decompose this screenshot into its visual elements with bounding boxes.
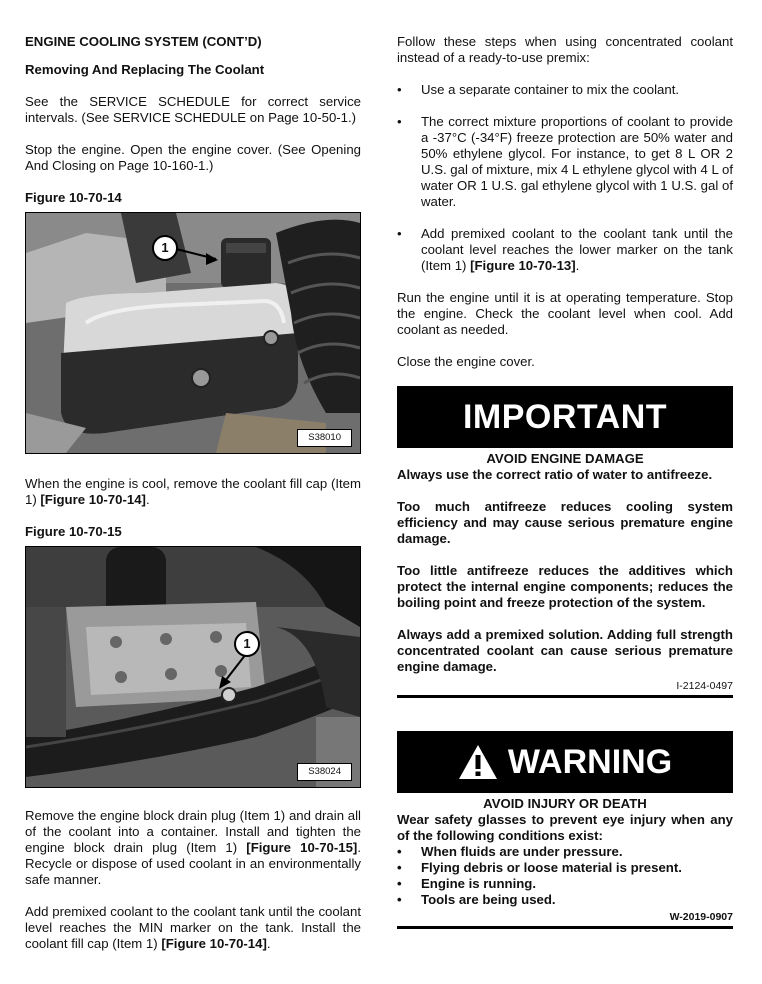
photo-id: S38010	[297, 429, 352, 447]
left-column	[25, 34, 361, 952]
warning-heading: AVOID INJURY OR DEATH	[483, 796, 647, 811]
add-premixed-paragraph: Add premixed coolant to the coolant tank until the coolant level reaches the MIN marker on the tank. Install the coolant fill cap (Item 1) [Figure 10-70-14].	[25, 904, 361, 951]
important-text-1: Always use the correct ratio of water to antifreeze.	[397, 467, 713, 482]
list-item: • Flying debris or loose material is present.	[397, 860, 682, 875]
concentrate-intro-paragraph: Follow these steps when using concentrated coolant instead of a ready-to-use premix:	[397, 34, 733, 65]
important-text-4: Always add a premixed solution. Adding full strength concentrated coolant can cause serious premature engine damage.	[397, 627, 733, 674]
figure-reference: [Figure 10-70-14]	[40, 492, 146, 507]
stop-engine-paragraph: Stop the engine. Open the engine cover. (See Opening And Closing on Page 10-160-1.)	[25, 142, 361, 173]
list-item: • Tools are being used.	[397, 892, 556, 907]
list-item: • The correct mixture proportions of coolant to provide a -37°C (-34°F) freeze protection are 50% water and 50% ethylene glycol. For instance, to get 8 L OR 2 U.S. gal of mixture, mix 4 L ethylene glycol with 4 L of water OR 1 U.S. gal ethylene glycol with 1 U.S. gal of water.	[397, 114, 733, 209]
close-cover-paragraph: Close the engine cover.	[397, 354, 535, 369]
warning-banner	[397, 731, 733, 793]
mixing-steps-list	[397, 82, 733, 274]
bullet-mark: •	[397, 876, 402, 891]
figure-label-2: Figure 10-70-15	[25, 524, 122, 539]
important-text-2: Too much antifreeze reduces cooling system efficiency and may cause serious premature engine damage.	[397, 499, 733, 546]
list-item: • Add premixed coolant to the coolant tank until the coolant level reaches the lower marker on the tank (Item 1) [Figure 10-70-13].	[397, 226, 733, 273]
figure-photo-coolant-tank	[25, 212, 361, 454]
figure-reference: [Figure 10-70-15]	[246, 840, 358, 855]
callout-item-1: 1	[234, 631, 260, 657]
warning-banner-text: WARNING	[507, 743, 673, 781]
warning-conditions-list	[397, 844, 733, 908]
bullet-mark: •	[397, 892, 402, 907]
figure-reference: [Figure 10-70-13]	[470, 258, 576, 273]
warning-notice	[397, 731, 733, 929]
figure-label-1: Figure 10-70-14	[25, 190, 122, 205]
run-engine-paragraph: Run the engine until it is at operating temperature. Stop the engine. Check the coolant level when cool. Add coolant as needed.	[397, 290, 733, 337]
list-item: • Engine is running.	[397, 876, 537, 891]
callout-item-1: 1	[152, 235, 178, 261]
warning-triangle-icon	[458, 744, 498, 780]
bullet-mark: •	[397, 860, 402, 875]
bullet-mark: •	[397, 844, 402, 859]
important-banner: IMPORTANT	[397, 386, 733, 448]
bullet-mark: •	[397, 82, 402, 97]
bullet-mark: •	[397, 226, 402, 241]
important-code: I-2124-0497	[397, 679, 733, 698]
bullet-mark: •	[397, 114, 402, 129]
important-heading: AVOID ENGINE DAMAGE	[486, 451, 644, 466]
list-item: • When fluids are under pressure.	[397, 844, 623, 859]
list-item: • Use a separate container to mix the coolant.	[397, 82, 680, 97]
photo-id: S38024	[297, 763, 352, 781]
important-text-3: Too little antifreeze reduces the additives which protect the internal engine components; reduces the boiling point and freeze protection of the system.	[397, 563, 733, 610]
warning-intro: Wear safety glasses to prevent eye injury when any of the following conditions exist:	[397, 812, 733, 843]
coolant-tank-illustration	[26, 213, 360, 453]
subsection-title: Removing And Replacing The Coolant	[25, 62, 265, 77]
figure-reference: [Figure 10-70-14]	[161, 936, 267, 951]
right-column	[397, 34, 733, 929]
important-notice	[397, 386, 733, 698]
figure-photo-drain-plug	[25, 546, 361, 788]
drain-coolant-paragraph: Remove the engine block drain plug (Item 1) and drain all of the coolant into a container. Install and tighten the engine block drain plug (Item 1) [Figure 10-70-15]. Recycle or dispose of used coolant in an environmentally safe manner.	[25, 808, 361, 887]
section-title: ENGINE COOLING SYSTEM (CONT’D)	[25, 34, 262, 49]
remove-cap-paragraph: When the engine is cool, remove the coolant fill cap (Item 1) [Figure 10-70-14].	[25, 476, 361, 507]
engine-block-illustration	[26, 547, 360, 787]
service-interval-paragraph: See the SERVICE SCHEDULE for correct service intervals. (See SERVICE SCHEDULE on Page 10-50-1.)	[25, 94, 361, 125]
warning-code: W-2019-0907	[397, 910, 733, 929]
